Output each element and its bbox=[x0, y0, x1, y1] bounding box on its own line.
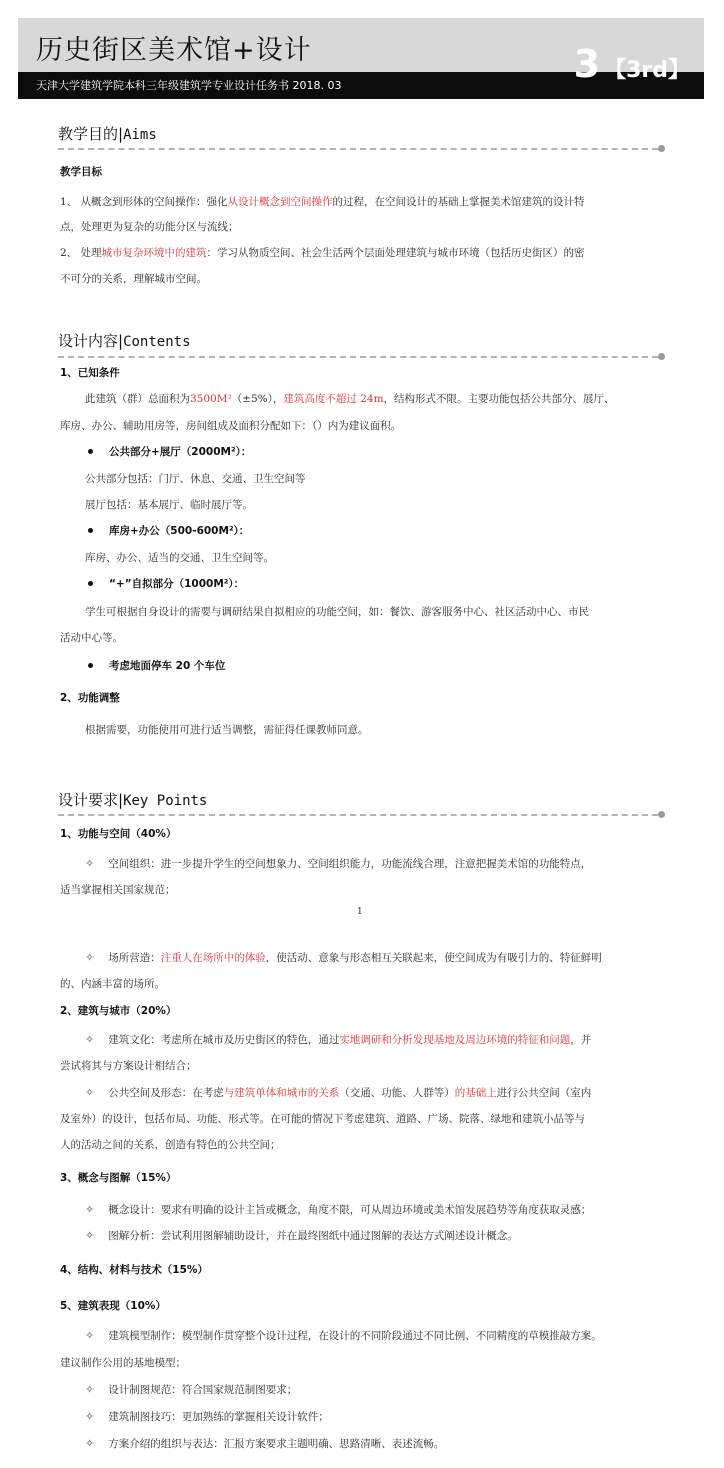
diamond-bullet-icon: ✧ bbox=[85, 1329, 95, 1342]
document-subtitle: 天津大学建筑学院本科三年级建筑学专业设计任务书 2018. 03 bbox=[36, 79, 342, 92]
contents-para-2: 根据需要，功能使用可进行适当调整，需征得任课教师同意。 bbox=[85, 724, 369, 736]
keypoint-place-making-cont: 的、内涵丰富的场所。 bbox=[60, 978, 165, 990]
section-divider bbox=[58, 814, 658, 816]
diamond-bullet-icon: ✧ bbox=[85, 857, 95, 870]
keypoints-heading-4: 4、结构、材料与技术（15%） bbox=[60, 1264, 208, 1276]
keypoint-diagram-analysis: ✧ 图解分析：尝试利用图解辅助设计，并在最终图纸中通过图解的表达方式阐述设计概念。 bbox=[85, 1229, 518, 1242]
keypoint-public-space-cont: 及室外）的设计，包括布局、功能、形式等。在可能的情况下考虑建筑、道路、广场、院落、绿地和建筑小品等与 bbox=[60, 1113, 585, 1125]
contents-para-1: 此建筑（群）总面积为3500M²（±5%），建筑高度不超过 24m，结构形式不限。主要功能包括公共部分、展厅、 bbox=[85, 393, 615, 405]
document-title: 历史街区美术馆+设计 bbox=[36, 35, 312, 66]
diamond-bullet-icon: ✧ bbox=[85, 1383, 95, 1396]
assignment-ordinal: 【3rd】 bbox=[604, 58, 690, 83]
bullet-self-defined: “+”自拟部分（1000M²）： bbox=[88, 576, 244, 592]
diamond-bullet-icon: ✧ bbox=[85, 951, 95, 964]
bullet-exhibition-text: 展厅包括：基本展厅、临时展厅等。 bbox=[85, 499, 253, 511]
bullet-dot bbox=[88, 663, 93, 668]
keypoint-concept-design: ✧ 概念设计：要求有明确的设计主旨或概念，角度不限，可从周边环境或美术馆发展趋势等角度获取灵感； bbox=[85, 1203, 592, 1216]
section-divider bbox=[58, 356, 658, 358]
keypoint-public-space-cont2: 人的活动之间的关系，创造有特色的公共空间； bbox=[60, 1139, 281, 1151]
keypoint-public-space: ✧ 公共空间及形态：在考虑与建筑单体和城市的关系（交通、功能、人群等）的基础上进行公共空间（室内 bbox=[85, 1086, 592, 1099]
keypoint-space-organization: ✧ 空间组织：进一步提升学生的空间想象力、空间组织能力，功能流线合理，注意把握美术馆的功能特点， bbox=[85, 857, 592, 870]
divider-dot bbox=[658, 811, 665, 818]
bullet-storage-text: 库房、办公、适当的交通、卫生空间等。 bbox=[85, 552, 274, 564]
section-title-aims: 教学目的|Aims bbox=[58, 125, 157, 143]
bullet-dot bbox=[88, 528, 93, 533]
aims-heading: 教学目标 bbox=[60, 166, 102, 178]
diamond-bullet-icon: ✧ bbox=[85, 1229, 95, 1242]
aims-item-1-cont: 点，处理更为复杂的功能分区与流线； bbox=[60, 221, 239, 233]
keypoints-heading-2: 2、建筑与城市（20%） bbox=[60, 1005, 177, 1017]
diamond-bullet-icon: ✧ bbox=[85, 1437, 95, 1450]
divider-dot bbox=[658, 353, 665, 360]
contents-heading-1: 1、已知条件 bbox=[60, 367, 120, 379]
assignment-badge bbox=[574, 44, 690, 92]
keypoint-space-organization-cont: 适当掌握相关国家规范； bbox=[60, 884, 176, 896]
bullet-dot bbox=[88, 581, 93, 586]
aims-item-2: 2、 处理城市复杂环境中的建筑：学习从物质空间、社会生活两个层面处理建筑与城市环境（包括历史街区）的密 bbox=[60, 247, 585, 259]
divider-dot bbox=[658, 145, 665, 152]
keypoint-architecture-culture-cont: 尝试将其与方案设计相结合； bbox=[60, 1060, 197, 1072]
keypoint-model-making-cont: 建议制作公用的基地模型； bbox=[60, 1357, 186, 1369]
keypoint-architecture-culture: ✧ 建筑文化：考虑所在城市及历史街区的特色，通过实地调研和分析发现基地及周边环境的特征和问题，并 bbox=[85, 1033, 592, 1046]
keypoints-heading-3: 3、概念与图解（15%） bbox=[60, 1172, 177, 1184]
keypoint-place-making: ✧ 场所营造：注重人在场所中的体验，使活动、意象与形态相互关联起来，使空间成为有吸引力的、特征鲜明 bbox=[85, 951, 602, 964]
bullet-public-exhibition: 公共部分+展厅（2000M²）： bbox=[88, 444, 251, 460]
page-number: 1 bbox=[357, 907, 363, 917]
keypoint-presentation: ✧ 方案介绍的组织与表达：汇报方案要求主题明确、思路清晰、表述流畅。 bbox=[85, 1437, 445, 1450]
aims-item-2-cont: 不可分的关系，理解城市空间。 bbox=[60, 273, 207, 285]
assignment-number: 3 bbox=[573, 42, 601, 86]
bullet-storage-office: 库房+办公（500-600M²）： bbox=[88, 523, 249, 539]
bullet-dot bbox=[88, 449, 93, 454]
diamond-bullet-icon: ✧ bbox=[85, 1203, 95, 1216]
bullet-parking: 考虑地面停车 20 个车位 bbox=[88, 658, 225, 674]
contents-para-1-cont: 库房、办公、辅助用房等，房间组成及面积分配如下：（）内为建议面积。 bbox=[60, 420, 402, 432]
bullet-self-defined-text: 学生可根据自身设计的需要与调研结果自拟相应的功能空间，如：餐饮、游客服务中心、社区活动中心、市民 bbox=[85, 606, 589, 618]
bullet-self-defined-text-cont: 活动中心等。 bbox=[60, 632, 123, 644]
diamond-bullet-icon: ✧ bbox=[85, 1086, 95, 1099]
section-title-contents: 设计内容|Contents bbox=[58, 332, 191, 350]
aims-item-1: 1、 从概念到形体的空间操作：强化从设计概念到空间操作的过程，在空间设计的基础上掌握美术馆建筑的设计特 bbox=[60, 196, 585, 208]
keypoint-model-making: ✧ 建筑模型制作：模型制作贯穿整个设计过程，在设计的不同阶段通过不同比例、不同精度的草模推敲方案。 bbox=[85, 1329, 602, 1342]
keypoint-drawing-skills: ✧ 建筑制图技巧：更加熟练的掌握相关设计软件； bbox=[85, 1410, 329, 1423]
diamond-bullet-icon: ✧ bbox=[85, 1410, 95, 1423]
section-divider bbox=[58, 148, 658, 150]
section-title-keypoints: 设计要求|Key Points bbox=[58, 791, 208, 809]
diamond-bullet-icon: ✧ bbox=[85, 1033, 95, 1046]
keypoints-heading-5: 5、建筑表现（10%） bbox=[60, 1300, 166, 1312]
keypoint-drawing-standards: ✧ 设计制图规范：符合国家规范制图要求； bbox=[85, 1383, 298, 1396]
bullet-public-text: 公共部分包括：门厅、休息、交通、卫生空间等 bbox=[85, 473, 306, 485]
keypoints-heading-1: 1、功能与空间（40%） bbox=[60, 828, 177, 840]
contents-heading-2: 2、功能调整 bbox=[60, 692, 120, 704]
